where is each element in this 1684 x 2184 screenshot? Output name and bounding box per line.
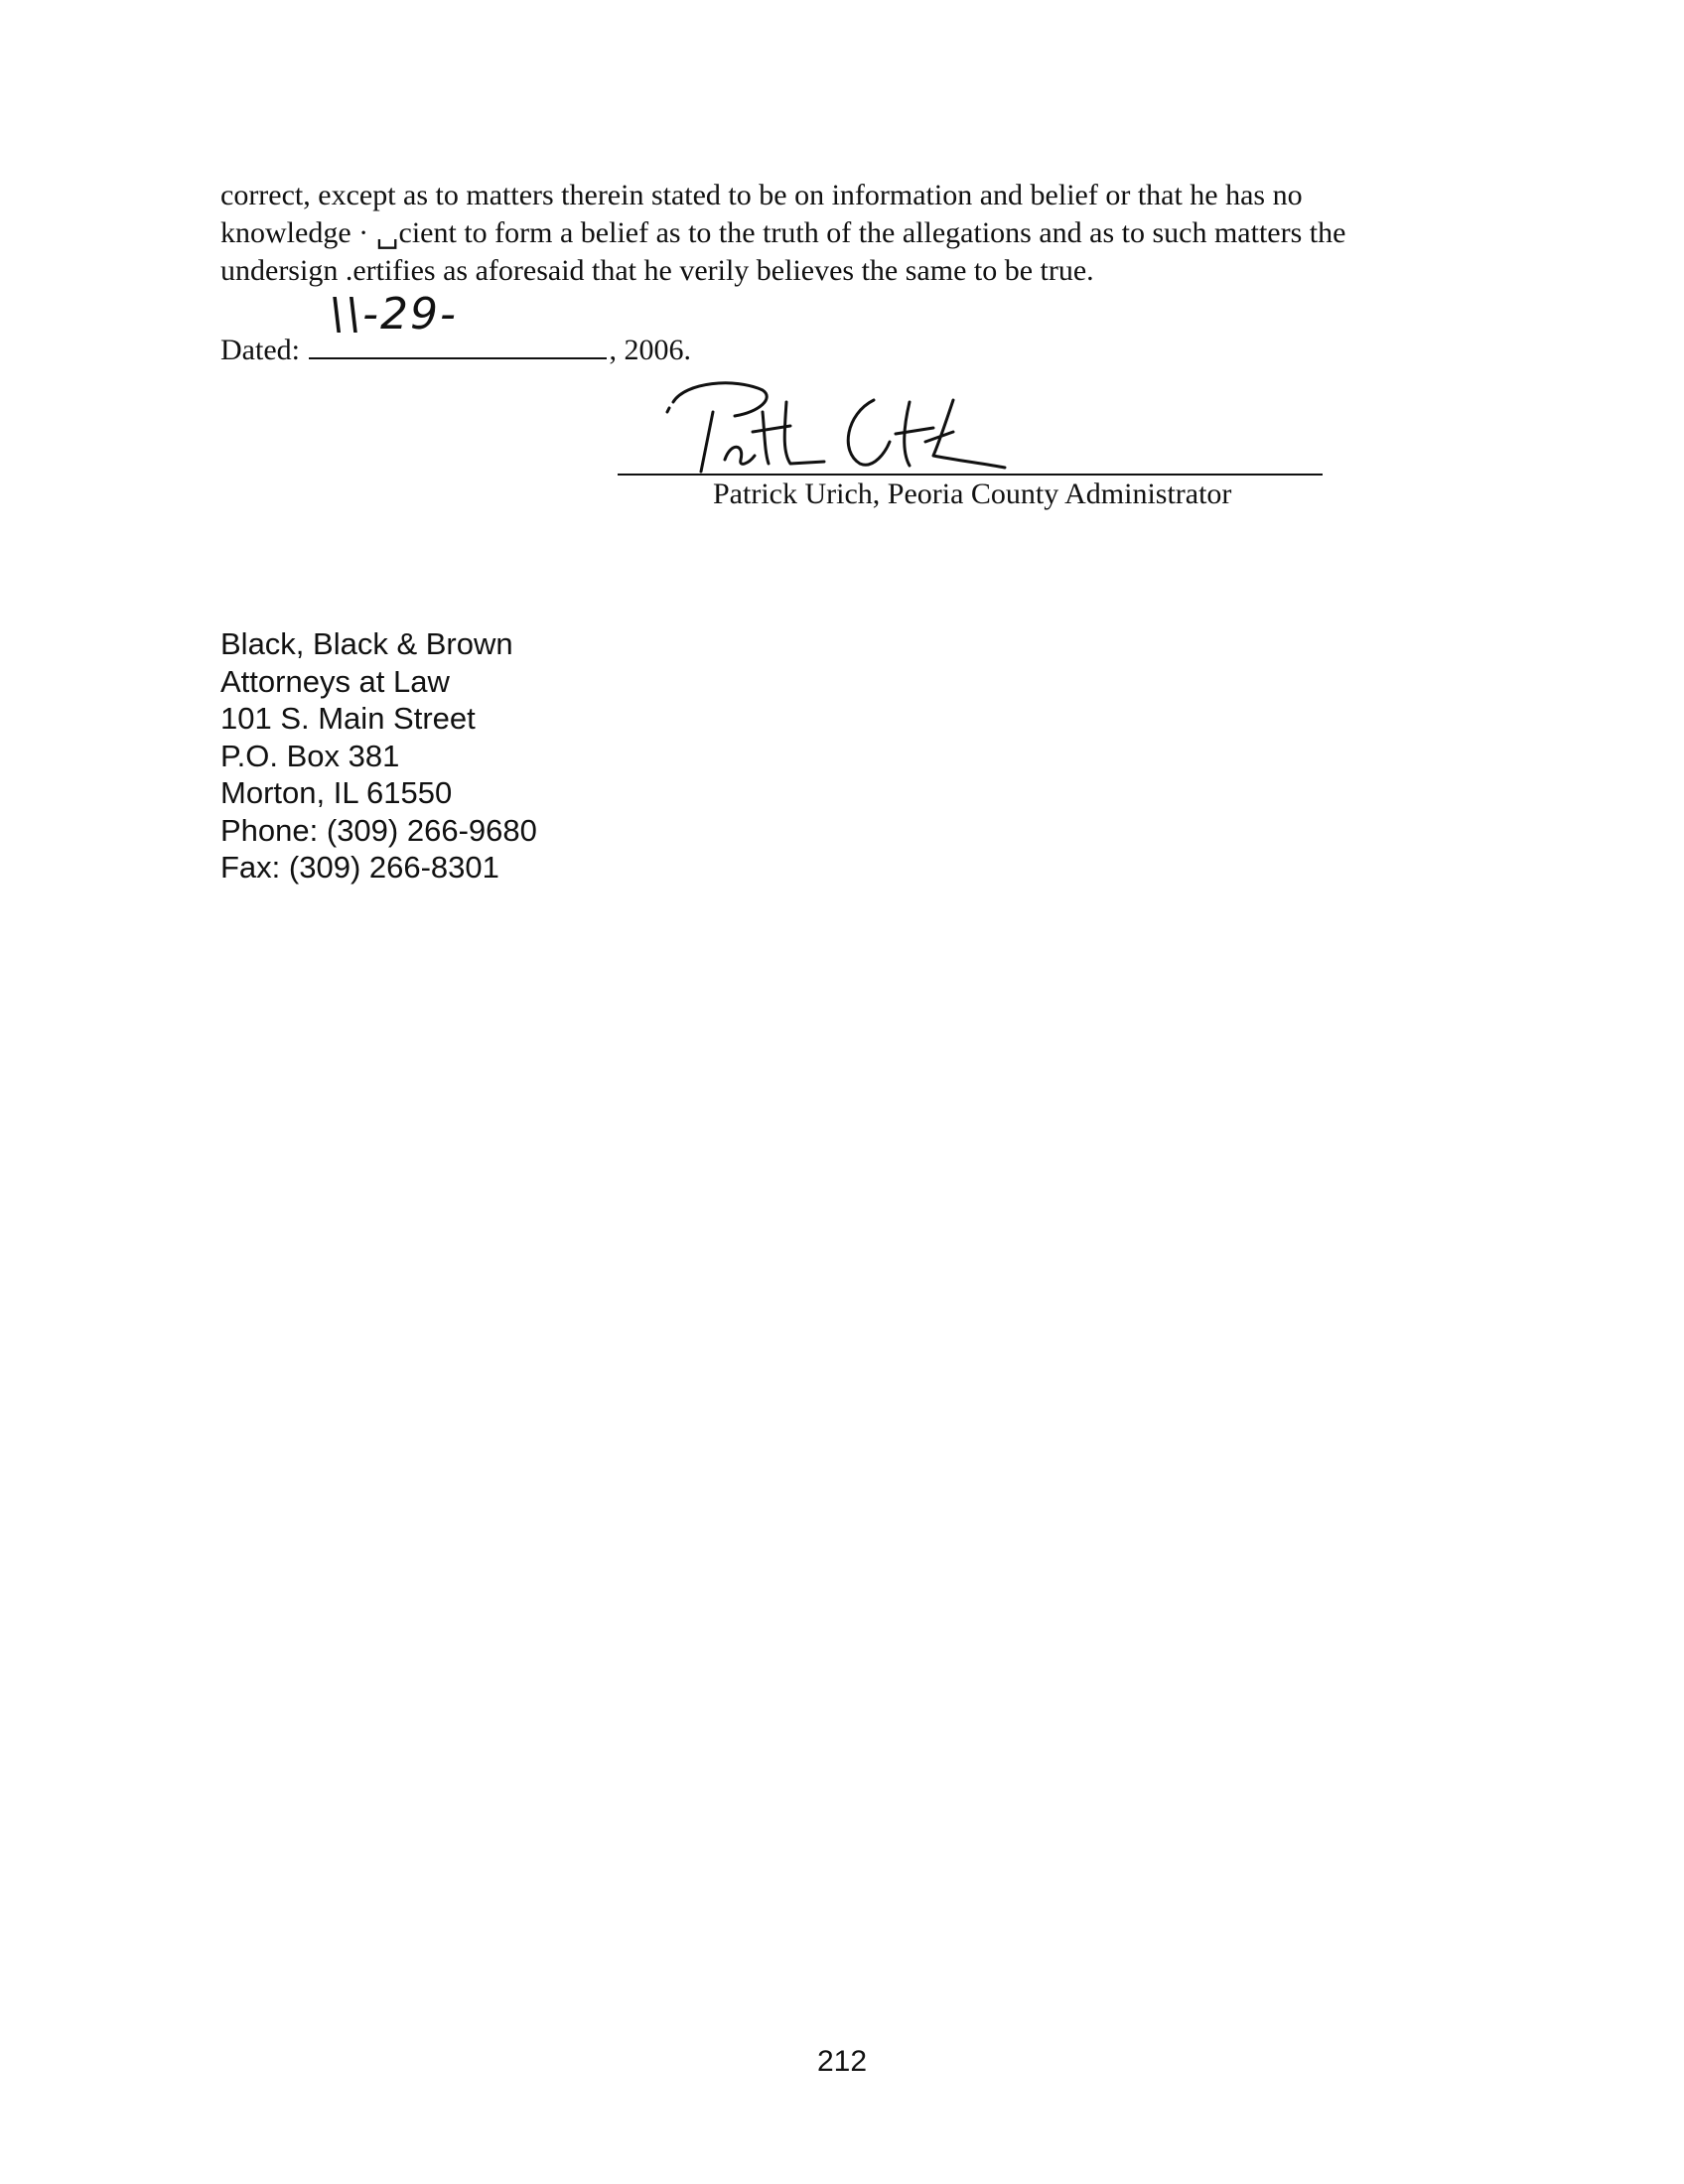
dated-line (220, 289, 691, 369)
firm-po-box: P.O. Box 381 (220, 738, 400, 773)
signer-name: Patrick Urich, Peoria County Administrator (713, 478, 1232, 510)
date-blank (309, 289, 607, 359)
dated-year: , 2006. (609, 334, 691, 366)
page-number: 212 (816, 2045, 868, 2078)
paragraph-line: undersign .ertifies as aforesaid that he verily believes the same to be true. (220, 254, 1094, 287)
firm-street: 101 S. Main Street (220, 701, 476, 736)
signature-image (665, 372, 1023, 481)
paragraph-line: correct, except as to matters therein stated to be on information and belief or that he has no (220, 179, 1303, 211)
firm-phone: Phone: (309) 266-9680 (220, 812, 537, 848)
firm-subtitle: Attorneys at Law (220, 663, 450, 699)
firm-name: Black, Black & Brown (220, 626, 513, 661)
handwritten-date: \\-29- (329, 289, 458, 340)
firm-city: Morton, IL 61550 (220, 775, 453, 810)
verification-paragraph (220, 177, 1511, 290)
firm-fax: Fax: (309) 266-8301 (220, 850, 499, 885)
law-firm-block (220, 625, 537, 887)
dated-label: Dated: (220, 334, 300, 366)
paragraph-line: knowledge · ␣cient to form a belief as to the truth of the allegations and as to such matters the (220, 216, 1346, 249)
